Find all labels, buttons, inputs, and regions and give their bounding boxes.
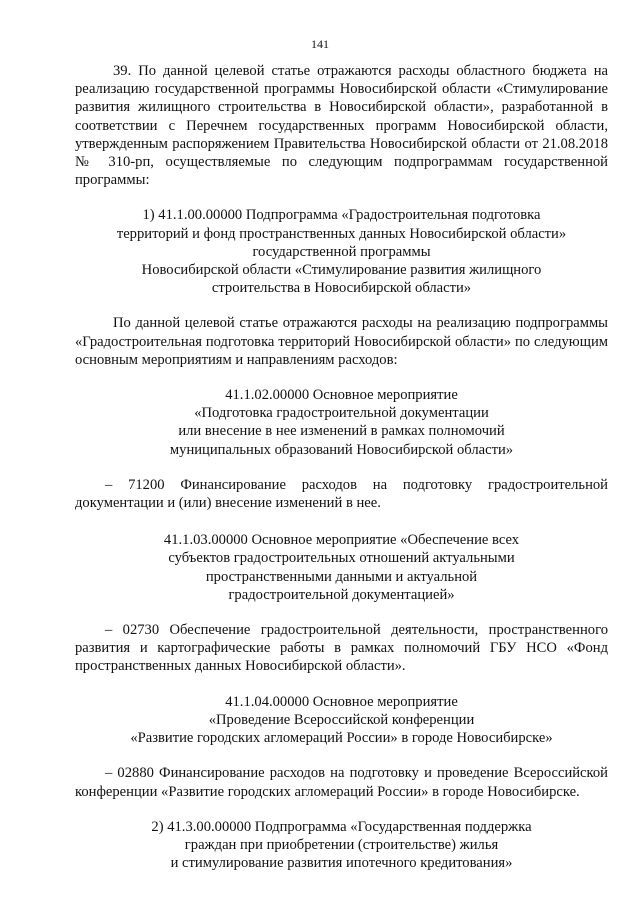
heading-line: «Подготовка градостроительной документации [194,405,489,422]
heading-line: «Проведение Всероссийской конференции [208,711,475,728]
subprogram-2-heading [75,818,608,873]
subprogram-1-description: По данной целевой статье отражаются расходы на реализацию подпрограммы «Градостроительная подготовка территорий Новосибирской области» по следующим основным мероприятиям и направлениям расходов: [75,315,608,368]
heading-line: 41.1.02.00000 Основное мероприятие [225,387,458,404]
document-body [75,62,608,872]
heading-line: Новосибирской области «Стимулирование развития жилищного [141,262,542,279]
item-02730: – 02730 Обеспечение градостроительной деятельности, пространственного развития и картографические работы в рамках полномочий ГБУ НСО «Фонд пространственных данных Новосибирской области». [75,622,608,675]
heading-line: 41.1.04.00000 Основное мероприятие [225,693,458,710]
heading-line: «Развитие городских агломераций России» в городе Новосибирске» [130,730,553,747]
heading-line: 41.1.03.00000 Основное мероприятие «Обеспечение всех [163,532,520,549]
activity-2-heading [75,531,608,604]
heading-line: 2) 41.3.00.00000 Подпрограмма «Государственная поддержка [151,818,532,835]
activity-1-heading [75,386,608,459]
activity-3-heading [75,693,608,748]
heading-line: строительства в Новосибирской области» [211,280,472,297]
item-02880: – 02880 Финансирование расходов на подготовку и проведение Всероссийской конференции «Развитие городских агломераций России» в городе Новосибирске. [75,765,608,800]
heading-line: муниципальных образований Новосибирской области» [169,441,514,458]
heading-line: государственной программы [252,243,431,260]
heading-line: субъектов градостроительных отношений актуальными [168,550,515,567]
heading-line: граждан при приобретении (строительстве) жилья [184,836,499,853]
heading-line: территорий и фонд пространственных данных Новосибирской области» [116,225,567,242]
heading-line: 1) 41.1.00.00000 Подпрограмма «Градостроительная подготовка [142,207,541,224]
page-number: 141 [311,37,329,51]
intro-paragraph: 39. По данной целевой статье отражаются расходы областного бюджета на реализацию государственной программы Новосибирской области «Стимулирование развития жилищного строительства в Новосибирской области», разработанной в соответствии с Перечнем государственных программ Новосибирской области, утвержденным распоряжением Правительства Новосибирской области от 21.08.2018 № 310-рп, осуществляемые по следующим подпрограммам государственной программы: [75,63,608,189]
item-71200: – 71200 Финансирование расходов на подготовку градостроительной документации и (или) внесение изменений в нее. [75,476,608,512]
heading-line: градостроительной документацией» [228,586,455,603]
heading-line: или внесение в нее изменений в рамках полномочий [178,423,505,440]
heading-line: и стимулирование развития ипотечного кредитования» [170,855,513,872]
heading-line: пространственными данными и актуальной [205,568,478,585]
subprogram-1-heading [75,206,608,297]
